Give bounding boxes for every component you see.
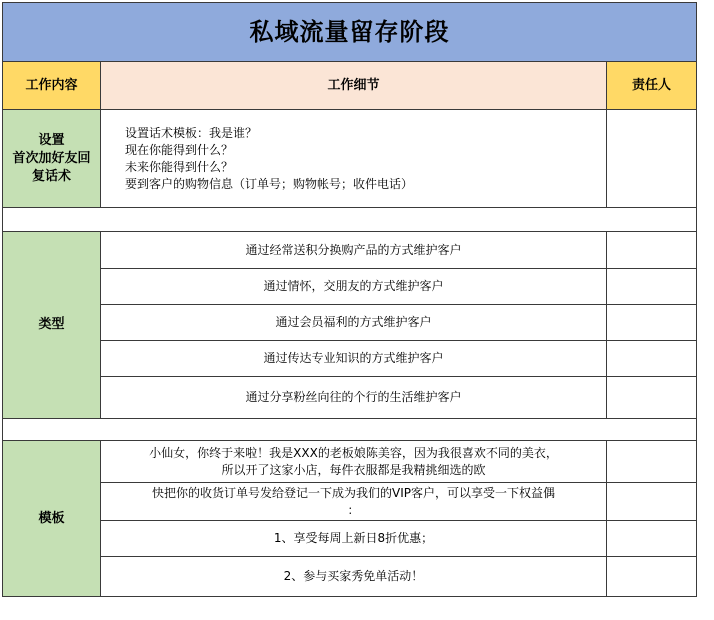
owner-cell [607, 521, 697, 557]
type-row: 通过分享粉丝向往的个行的生活维护客户 [101, 377, 607, 419]
type-row: 通过经常送积分换购产品的方式维护客户 [101, 232, 607, 269]
template-greeting [101, 441, 607, 483]
type-row: 通过情怀，交朋友的方式维护客户 [101, 269, 607, 305]
owner-cell [607, 557, 697, 597]
detail-line: 现在你能得到什么？ [125, 142, 234, 157]
template-benefit: 1、享受每周上新日8折优惠； [101, 521, 607, 557]
detail-script-template [101, 110, 607, 208]
owner-cell [607, 269, 697, 305]
template-vip-invite [101, 483, 607, 521]
owner-cell [607, 483, 697, 521]
owner-cell [607, 441, 697, 483]
header-owner: 责任人 [607, 62, 697, 110]
spacer-cell [3, 208, 697, 232]
category-label-line: 设置 [38, 132, 65, 148]
retention-table [2, 2, 697, 597]
detail-line: 未来你能得到什么？ [125, 159, 234, 174]
owner-cell [607, 341, 697, 377]
template-line: 所以开了这家小店，每件衣服都是我精挑细选的欧 [221, 462, 486, 477]
header-detail: 工作细节 [101, 62, 607, 110]
category-label-line: 首次加好友回 [12, 150, 91, 166]
owner-cell [607, 110, 697, 208]
type-row: 通过传达专业知识的方式维护客户 [101, 341, 607, 377]
page-title: 私域流量留存阶段 [3, 3, 697, 62]
template-line: 小仙女，你终于来啦！我是XXX的老板娘陈美容，因为我很喜欢不同的美衣， [149, 445, 558, 460]
category-type: 类型 [3, 232, 101, 419]
category-template: 模板 [3, 441, 101, 597]
category-first-reply [3, 110, 101, 208]
header-content: 工作内容 [3, 62, 101, 110]
category-label-line: 复话术 [31, 168, 71, 184]
spreadsheet [2, 2, 696, 597]
template-line: 快把你的收货订单号发给登记一下成为我们的VIP客户，可以享受一下权益偶 [152, 485, 555, 500]
spacer-cell [3, 419, 697, 441]
owner-cell [607, 232, 697, 269]
template-line: ： [347, 502, 360, 517]
detail-line: 设置话术模板：我是谁？ [125, 125, 258, 140]
type-row: 通过会员福利的方式维护客户 [101, 305, 607, 341]
spacer-row [3, 419, 697, 441]
template-benefit: 2、参与买家秀免单活动！ [101, 557, 607, 597]
spacer-row [3, 208, 697, 232]
owner-cell [607, 305, 697, 341]
owner-cell [607, 377, 697, 419]
detail-line: 要到客户的购物信息（订单号；购物帐号；收件电话） [125, 176, 414, 191]
